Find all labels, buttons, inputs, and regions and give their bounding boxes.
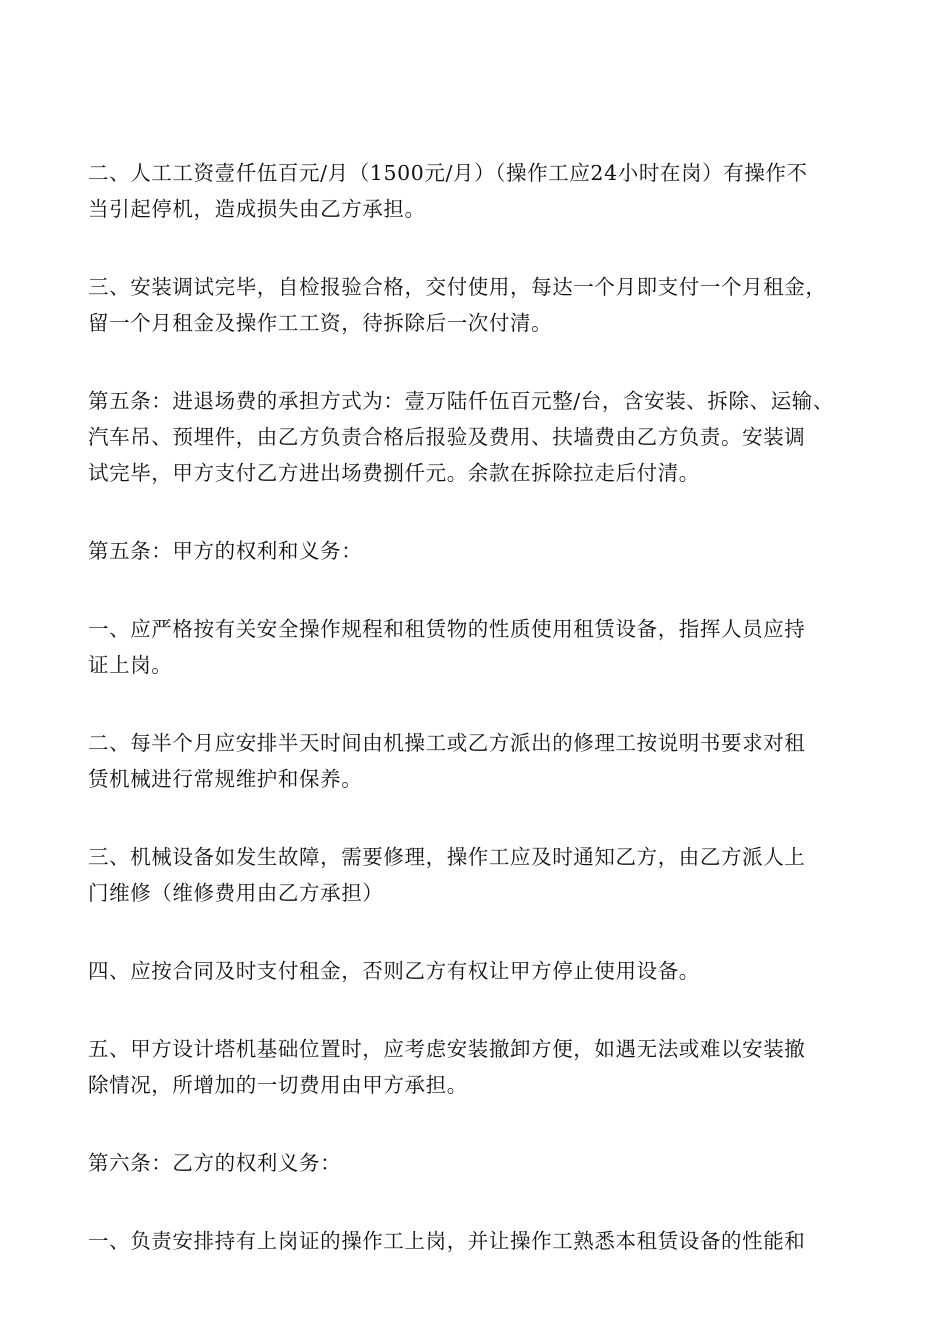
text-line: 试完毕，甲方支付乙方进出场费捌仟元。余款在拆除拉走后付清。 [88,461,700,485]
paragraph-party-a-3 [88,839,878,911]
text-line: 一、应严格按有关安全操作规程和租赁物的性质使用租赁设备，指挥人员应持 [88,617,806,641]
section-heading-party-b [88,1145,878,1181]
text-line: 二、每半个月应安排半天时间由机操工或乙方派出的修理工按说明书要求对租 [88,731,806,755]
text-line: 证上岗。 [88,653,173,677]
text-line: 留一个月租金及操作工工资，待拆除后一次付清。 [88,311,553,335]
paragraph-payment [88,269,878,341]
paragraph-party-a-5 [88,1031,878,1103]
paragraph-wages [88,155,878,227]
paragraph-party-a-2 [88,725,878,797]
text-line: 当引起停机，造成损失由乙方承担。 [88,197,426,221]
paragraph-party-a-4 [88,953,878,989]
text-line: 四、应按合同及时支付租金，否则乙方有权让甲方停止使用设备。 [88,959,700,983]
text-line: 第五条：进退场费的承担方式为：壹万陆仟伍百元整/台，含安装、拆除、运输、 [88,389,835,413]
text-line: 三、机械设备如发生故障，需要修理，操作工应及时通知乙方，由乙方派人上 [88,845,806,869]
text-line: 二、人工工资壹仟伍百元/月（1500元/月）（操作工应24小时在岗）有操作不 [88,161,808,185]
text-line: 汽车吊、预埋件，由乙方负责合格后报验及费用、扶墙费由乙方负责。安装调 [88,425,806,449]
section-heading-party-a [88,533,878,569]
document-page [88,155,878,1301]
paragraph-party-b-1 [88,1223,878,1259]
text-line: 赁机械进行常规维护和保养。 [88,767,363,791]
text-line: 门维修（维修费用由乙方承担） [88,881,384,905]
paragraph-party-a-1 [88,611,878,683]
text-line: 除情况，所增加的一切费用由甲方承担。 [88,1073,468,1097]
paragraph-site-fee [88,383,878,491]
text-line: 一、负责安排持有上岗证的操作工上岗，并让操作工熟悉本租赁设备的性能和 [88,1229,806,1253]
text-line: 第六条：乙方的权利义务： [88,1151,342,1175]
text-line: 三、安装调试完毕，自检报验合格，交付使用，每达一个月即支付一个月租金， [88,275,827,299]
text-line: 五、甲方设计塔机基础位置时，应考虑安装撤卸方便，如遇无法或难以安装撤 [88,1037,806,1061]
text-line: 第五条：甲方的权利和义务： [88,539,363,563]
